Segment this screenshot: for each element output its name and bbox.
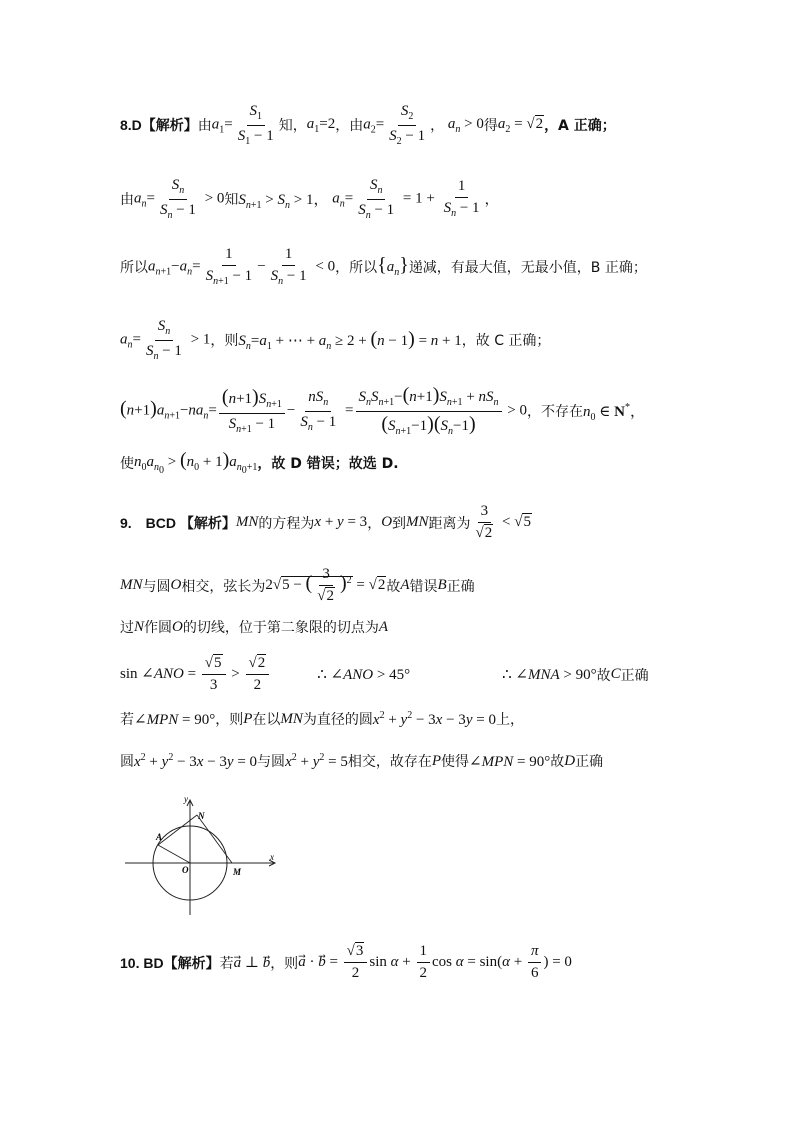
q8-formula-n0: $n_0$ ∈ N*， bbox=[583, 401, 645, 423]
q9-line-2 bbox=[120, 566, 475, 606]
q8-text: ，则 bbox=[210, 333, 239, 349]
q9-a: A bbox=[378, 618, 389, 635]
q9-formula-mpn2: ∠MPN = 90° bbox=[469, 753, 551, 770]
q9-text: 故 bbox=[550, 754, 565, 770]
q9-o: O bbox=[170, 577, 182, 594]
q9-text: 与圆 bbox=[142, 578, 171, 595]
q9-line-3 bbox=[120, 617, 388, 637]
q8-line-5 bbox=[120, 385, 645, 437]
label-a: A bbox=[156, 832, 163, 842]
q8-text: ，不存在 bbox=[527, 404, 583, 420]
q8-text: ，故 D 错误；故选 D. bbox=[257, 456, 399, 472]
q8-heading: 8.D【解析】 bbox=[120, 117, 198, 133]
q8-formula-diff: $a_{n+1}-a_n=$ $\frac{1}{S_{n+1} - 1}$ − $\frac{1}{S_n - 1}$ < 0 bbox=[148, 246, 336, 288]
q8-formula-an-gt0: $a_n=$ $\frac{S_n}{S_n - 1}$ > 0 bbox=[134, 177, 225, 221]
line-nm bbox=[197, 815, 232, 863]
q9-formula-chord: 2√5 − ( $\frac{3}{√2}$ )$^2$ = √2 bbox=[265, 566, 386, 605]
q9-mn: MN bbox=[120, 577, 143, 594]
q9-formula-sin: sin ∠ANO = $\frac{√5}{3}$ > $\frac{√2}{2}$ bbox=[120, 655, 271, 695]
q8-formula-seq: $\{a_n\}$ bbox=[377, 254, 409, 279]
q8-formula-sn-sum: $S_n=a_1$ + ⋯ + $a_n \ge 2 + (n - 1) = n + 1$ bbox=[238, 327, 462, 352]
q8-text: 由 bbox=[120, 192, 134, 208]
label-o: O bbox=[182, 865, 189, 875]
q8-line-1 bbox=[120, 103, 616, 147]
q8-formula-a1: $a_1=$ $\frac{S_1}{S_1 - 1}$ bbox=[211, 103, 274, 147]
q9-text: 圆 bbox=[120, 754, 134, 770]
q8-text: 使 bbox=[120, 456, 134, 472]
label-m: M bbox=[233, 867, 242, 877]
q10-heading: 10. BD【解析】 bbox=[120, 954, 220, 971]
q8-line-6 bbox=[120, 450, 399, 476]
q9-text: 的方程为 bbox=[258, 515, 315, 532]
q8-formula-big: $(n+1)a_{n+1}-na_n=$ $\frac{(n+1)S_{n+1}}{S_{n+1} - 1}$ − $\frac{nS_n}{S_n - 1}$ = $\frac{S_nS_{n+1}-(n+1)S_{n+1} + nS_n}{(S_{n+1}-1)(S_n-1)}$ > 0 bbox=[120, 384, 527, 437]
q9-heading: 9. BCD 【解析】 bbox=[120, 514, 236, 531]
q8-text: ，故 C 正确； bbox=[461, 333, 551, 349]
q8-formula-n0-ineq: $n_0a_{n_0} > (n_0 + 1)a_{n_0+1}$ bbox=[134, 449, 258, 476]
q9-n: N bbox=[134, 618, 145, 635]
q9-formula-circle-o: $x^2 + y^2 = 5$ bbox=[285, 751, 348, 770]
label-n: N bbox=[198, 811, 205, 821]
q9-option-c: C bbox=[610, 666, 621, 683]
q8-formula-an-split: $a_n=$ $\frac{S_n}{S_n - 1}$ = 1 + $\frac{1}{S_n - 1}$ bbox=[332, 177, 480, 221]
q8-formula-a2: $a_2=$ $\frac{S_2}{S_2 - 1}$ bbox=[363, 103, 426, 147]
q8-text: ， bbox=[484, 192, 499, 208]
q9-p: P bbox=[431, 752, 442, 769]
q8-text: ，由 bbox=[335, 118, 364, 134]
q9-mn: MN bbox=[280, 710, 303, 727]
q9-text: 作圆 bbox=[144, 620, 173, 636]
q9-option-d: D bbox=[564, 752, 576, 769]
q9-formula-circle2: $x^2 + y^2 - 3x - 3y = 0$ bbox=[134, 751, 258, 770]
q9-text: 距离为 bbox=[428, 515, 471, 532]
q9-line-6 bbox=[120, 751, 603, 771]
q9-text: 正确 bbox=[620, 667, 649, 684]
q9-mn: MN bbox=[235, 514, 259, 531]
q8-formula-sn-ineq: $S_{n+1} > S_n > 1$， bbox=[238, 191, 329, 211]
q9-text: 错误 bbox=[409, 578, 438, 595]
q9-formula-ano: ∴ ∠ANO > 45° bbox=[317, 667, 411, 684]
q8-text: 递减，有最大值，无最小值，B 正确； bbox=[408, 259, 647, 276]
q9-option-a: A bbox=[400, 577, 410, 594]
q9-text: 故 bbox=[596, 667, 611, 684]
q9-o: O bbox=[172, 618, 183, 635]
q9-text: 上， bbox=[495, 712, 524, 728]
q9-text: 过 bbox=[120, 620, 134, 636]
q10-formula-perp: a⃗ ⊥ b bbox=[233, 955, 271, 972]
q9-text: 若 bbox=[120, 712, 134, 728]
q9-text: 故 bbox=[386, 578, 401, 595]
label-x: x bbox=[270, 852, 274, 862]
q9-formula-mpn: ∠MPN = 90° bbox=[134, 711, 216, 728]
q8-text: 所以 bbox=[120, 259, 148, 276]
q9-formula-distance: $\frac{3}{√2}$ < √5 bbox=[475, 503, 531, 542]
q9-figure bbox=[120, 790, 290, 920]
q9-formula-mna: ∴ ∠MNA > 90° bbox=[502, 667, 597, 684]
q9-text: ， bbox=[367, 515, 382, 532]
q9-formula-line: x + y = 3 bbox=[314, 514, 368, 531]
q10-text: ，则 bbox=[270, 955, 299, 972]
q9-text: 在以 bbox=[252, 712, 281, 728]
q9-text: 使得 bbox=[441, 754, 470, 770]
q8-text: ， bbox=[430, 118, 445, 134]
q9-text: 为直径的圆 bbox=[302, 712, 373, 728]
q8-line-2 bbox=[120, 177, 499, 221]
radius-oa bbox=[158, 845, 190, 863]
q9-text: 相交，故存在 bbox=[347, 754, 432, 770]
q9-text: 相交，弦长为 bbox=[181, 578, 266, 595]
label-y: y bbox=[184, 794, 188, 804]
q9-mn: MN bbox=[406, 514, 429, 531]
q8-text: 由 bbox=[197, 118, 212, 134]
q9-text: ，则 bbox=[215, 712, 244, 728]
q8-formula-an-positive: $a_n > 0$ bbox=[447, 115, 484, 135]
q8-formula-a2-sqrt2: $a_2 = √2$ bbox=[497, 115, 544, 135]
q8-line-4 bbox=[120, 318, 550, 362]
q9-line-1 bbox=[120, 503, 532, 543]
q9-option-b: B bbox=[437, 577, 447, 594]
q10-formula-dot: a⃗ · b⃗ = $\frac{√3}{2}$ sin α + $\frac{1}{2}$ cos α = sin(α + $\frac{\pi}{6}$ ) = 0 bbox=[298, 943, 572, 982]
q8-formula-a1-value: $a_1=2$ bbox=[306, 115, 336, 135]
q9-text: 到 bbox=[392, 515, 407, 532]
q8-formula-an-gt1: $a_n=$ $\frac{S_n}{S_n - 1}$ > 1 bbox=[120, 318, 211, 362]
q9-text: 的切线，位于第二象限的切点为 bbox=[182, 620, 379, 636]
q9-o: O bbox=[381, 514, 393, 531]
q9-p: P bbox=[243, 710, 253, 727]
q10-text: 若 bbox=[219, 955, 234, 972]
q9-text: 与圆 bbox=[257, 754, 286, 770]
q9-text: 正确 bbox=[446, 578, 475, 595]
q9-text: 正确 bbox=[575, 754, 604, 770]
q9-line-5 bbox=[120, 709, 524, 729]
q8-text: 知， bbox=[278, 118, 307, 134]
q8-text: ，A 正确； bbox=[544, 118, 616, 134]
q9-formula-circle: $x^2 + y^2 - 3x - 3y = 0$ bbox=[372, 709, 496, 728]
q10-line-1 bbox=[120, 943, 572, 983]
q8-text: 知 bbox=[224, 192, 239, 208]
q8-text: ，所以 bbox=[335, 259, 378, 276]
q9-line-4 bbox=[120, 655, 649, 695]
tangent-na bbox=[158, 815, 197, 845]
q8-text: 得 bbox=[483, 118, 498, 134]
q8-line-3 bbox=[120, 246, 647, 288]
